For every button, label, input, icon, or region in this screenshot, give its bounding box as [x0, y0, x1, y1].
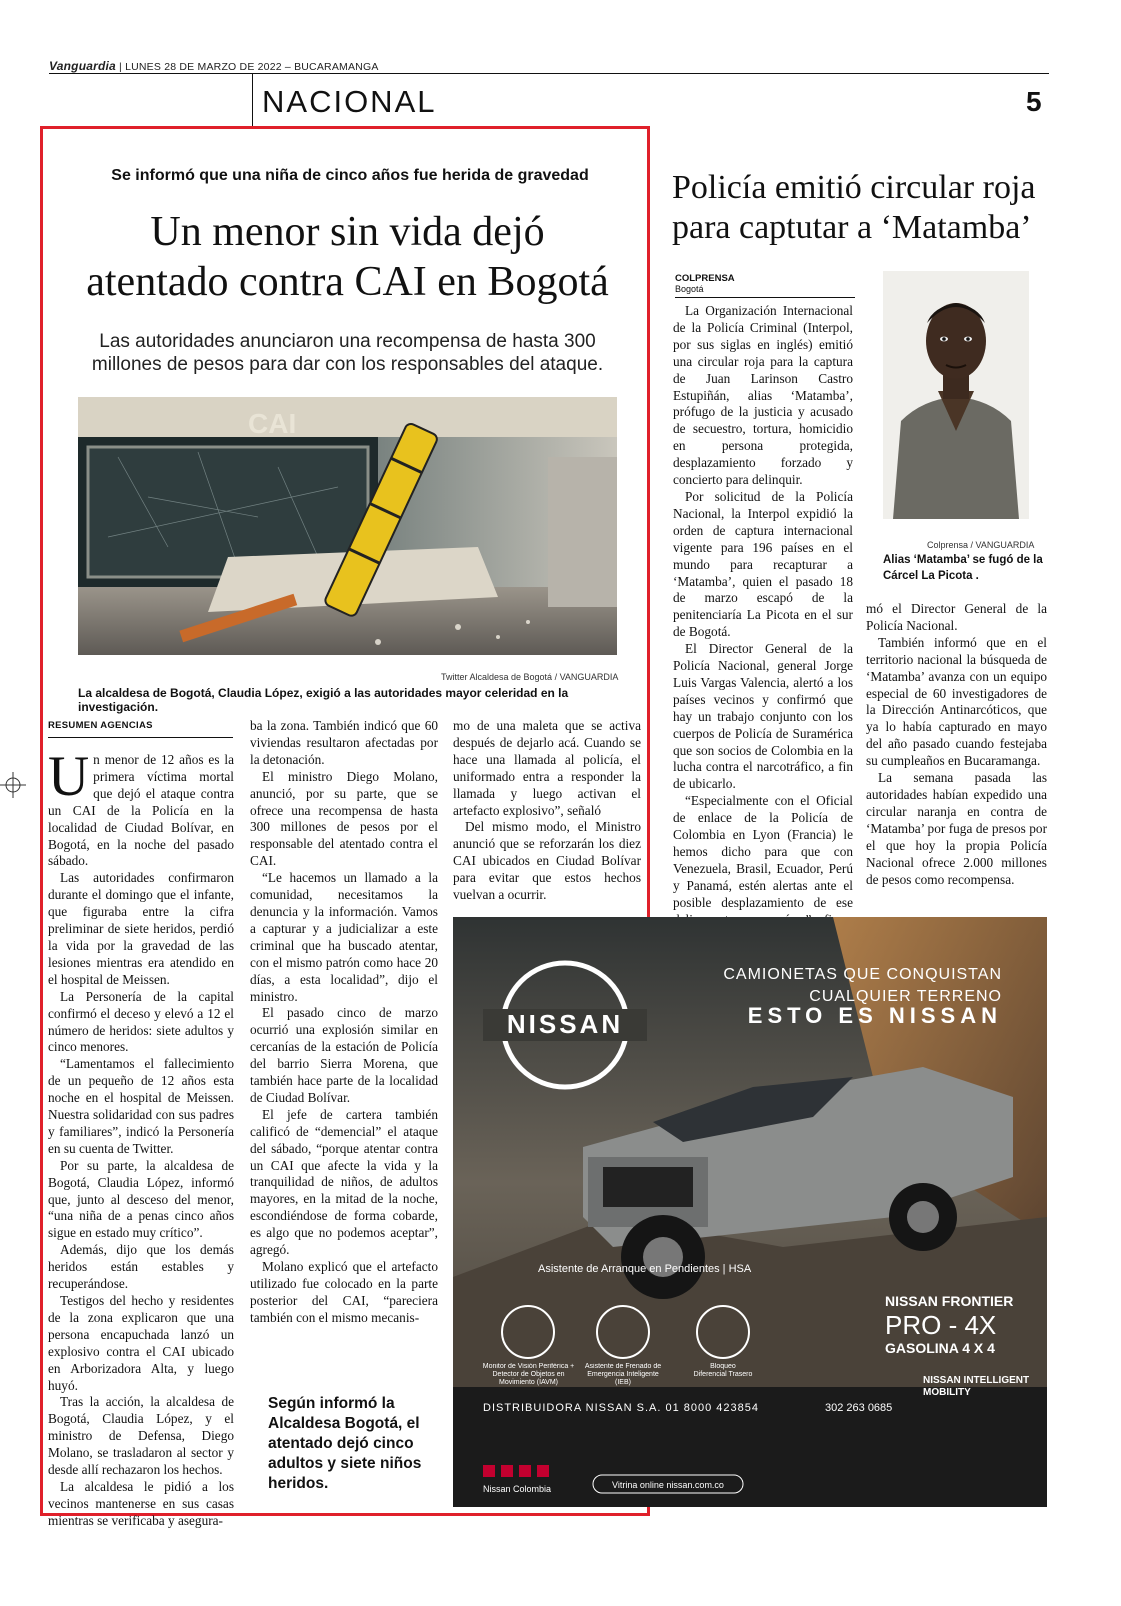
paragraph: Además, dijo que los demás heridos están estables y recuperándose. [48, 1242, 234, 1292]
main-dek-line-2: millones de pesos para dar con los responsables del ataque. [91, 354, 604, 375]
paragraph: La Organización Internacional de la Policía Criminal (Interpol, por sus siglas en inglés) emitió una circular roja para la captura de Juan Larinson Castro Estupiñán, alias ‘Matamba’, prófugo de la justicia y acusado de secuestro, tortura, homicidio en persona protegida, desplazamiento forzado y concierto para delinquir. [673, 303, 853, 488]
main-column-3 [453, 718, 641, 904]
section-divider [252, 73, 253, 126]
cai-attack-photo [78, 397, 617, 655]
top-rule [49, 73, 1049, 74]
side-column-2 [866, 601, 1047, 888]
side-headline-line-2: para captutar a ‘Matamba’ [672, 209, 1032, 246]
ad-model-2: PRO - 4X [885, 1310, 997, 1340]
byline-rule [48, 737, 233, 738]
paragraph-text: n menor de 12 años es la primera víctima mortal que dejó el ataque contra un CAI de la Policía en la localidad de Ciudad Bolívar, en Bogotá, en la noche del pasado sábado. [48, 752, 234, 869]
main-headline [50, 207, 645, 307]
paragraph: Por su parte, la alcaldesa de Bogotá, Claudia López, informó que, junto al desceso del menor, “una niña de a penas cinco años sigue en estado muy crítico”. [48, 1157, 234, 1241]
ad-website: Vitrina online nissan.com.co [612, 1480, 724, 1490]
main-col1-p0 [48, 745, 234, 870]
page-number: 5 [1026, 86, 1042, 117]
ad-tagline-1: CAMIONETAS QUE CONQUISTAN [723, 966, 1002, 983]
side-column-1 [673, 303, 853, 929]
paragraph: El jefe de cartera también calificó de “demencial” el ataque del sábado, “porque atentar contra un CAI que afecte la vida y la tranquilidad de niños, de adultos mayores, en la mitad de la noche, escondiéndose de forma cobarde, es algo que no podemos aceptar”, agregó. [250, 1106, 438, 1258]
paragraph: Del mismo modo, el Ministro anunció que se reforzarán los diez CAI ubicados en Ciudad Bolívar para evitar que estos hechos vuelvan a ocurrir. [453, 819, 641, 903]
side-photo-credit: Colprensa / VANGUARDIA [927, 540, 1035, 550]
ad-feature-2: Asistente de Frenado de Emergencia Inteligente (IEB) [584, 1363, 662, 1386]
paragraph: mó el Director General de la Policía Nacional. [866, 601, 1047, 633]
ad-social: Nissan Colombia [483, 1484, 552, 1494]
paragraph: La alcaldesa le pidió a los vecinos mantenerse en sus casas mientras se verificaba y asegura- [48, 1478, 234, 1528]
main-dek-line-1: Las autoridades anunciaron una recompensa de hasta 300 [99, 331, 596, 352]
pull-quote: Según informó la Alcaldesa Bogotá, el atentado dejó cinco adultos y siete niños heridos. [268, 1395, 422, 1492]
paragraph: También informó que en el territorio nacional la búsqueda de ‘Matamba’ avanza con un equipo especial de 60 investigadores de la Dirección Antinarcóticos, que ya lo había capturado en mayo del año pasado cuando festejaba su cumpleaños en Bucaramanga. [866, 634, 1047, 769]
section-title: NACIONAL [262, 84, 437, 119]
ad-slogan: ESTO ES NISSAN [747, 1003, 1002, 1028]
side-photo-caption: Alias ‘Matamba’ se fugó de la Cárcel La Picota . [883, 554, 1043, 582]
paragraph: El pasado cinco de marzo ocurrió una explosión similar en cercanías de la estación de Policía del barrio Sierra Morena, que también hace parte de la localidad de Ciudad Bolívar. [250, 1005, 438, 1105]
main-byline: RESUMEN AGENCIAS [48, 720, 153, 731]
side-byline-rule [675, 297, 855, 298]
paragraph: El ministro Diego Molano, anunció, por su parte, que se ofrece una recompensa de hasta 300 millones de pesos por el responsable del atentado contra el CAI. [250, 768, 438, 869]
masthead [49, 59, 379, 73]
paragraph: “Lamentamos el fallecimiento de un pequeño de 12 años esta noche en el hospital de Meissen. Nuestra solidaridad con sus padres y familiares”, indicó la Personería en su cuenta de Twitter. [48, 1056, 234, 1156]
side-headline-line-1: Policía emitió circular roja [672, 169, 1036, 206]
ad-tagline-2: CUALQUIER TERRENO [809, 988, 1002, 1005]
paragraph: La Personería de la capital confirmó el deceso y elevó a 12 el número de heridos: siete adultos y cinco menores. [48, 988, 234, 1055]
ad-mobility: NISSAN INTELLIGENT MOBILITY [923, 1375, 1030, 1398]
paragraph: Las autoridades confirmaron durante el domingo que el infante, que figuraba entre la cifra preliminar de siete heridos, perdió la vida por la gravedad de las lesiones mientras era atendido en el hospital de Meissen. [48, 870, 234, 987]
ad-feature-1: Monitor de Visión Periférica + Detector de Objetos en Movimiento (IAVM) [482, 1363, 575, 1386]
main-kicker: Se informó que una niña de cinco años fue herida de gravedad [111, 167, 589, 184]
main-headline-line-2: atentado contra CAI en Bogotá [86, 259, 609, 305]
brand-logo: Vanguardia [49, 59, 116, 73]
side-place: Bogotá [675, 284, 704, 294]
paragraph: Testigos del hecho y residentes de la zona explicaron que una persona encapuchada lanzó un explosivo contra el CAI ubicado en Arborizadora Alta, y luego huyó. [48, 1293, 234, 1393]
ad-model-3: GASOLINA 4 X 4 [885, 1340, 995, 1356]
main-headline-line-1: Un menor sin vida dejó [150, 209, 545, 255]
main-photo-credit: Twitter Alcaldesa de Bogotá / VANGUARDIA [441, 672, 619, 682]
dateline: | LUNES 28 DE MARZO DE 2022 – BUCARAMANGA [119, 61, 379, 73]
main-column-2 [250, 718, 438, 1327]
ad-distributor: DISTRIBUIDORA NISSAN S.A. 01 8000 423854 [483, 1402, 760, 1414]
paragraph: “Especialmente con el Oficial de enlace de la Policía de Colombia en Lyon (Francia) le hemos dicho para que con Venezuela, Brasil, Ecuador, Perú y Panamá, estén alertas ante el posible desplazamiento de ese [673, 793, 853, 910]
main-photo-caption: La alcaldesa de Bogotá, Claudia López, exigió a las autoridades mayor celeridad en la investigación. [78, 686, 569, 714]
paragraph: mo de una maleta que se activa después de dejarlo acá. Cuando se hace una llamada al policía, el uniformado entra a responder la llamada y luego activan el artefacto explosivo”, señaló [453, 718, 641, 818]
ad-feature-title: Asistente de Arranque en Pendientes | HSA [538, 1263, 752, 1275]
side-agency: COLPRENSA [675, 273, 735, 284]
ad-whatsapp: 302 263 0685 [825, 1402, 893, 1414]
nissan-advertisement [453, 917, 1047, 1507]
main-dek [80, 330, 615, 376]
main-column-1 [48, 745, 234, 1530]
paragraph: Molano explicó que el artefacto utilizado fue colocado en la parte posterior del CAI, “pareciera también con el mismo mecanis- [250, 1259, 438, 1325]
registration-mark-icon [0, 772, 26, 798]
paragraph: El Director General de la Policía Nacional, general Jorge Luis Vargas Valencia, alertó a los países vecinos y confirmó que hay un trabajo conjunto con los cuerpos de Policía de Suramérica que son socios de Colombia en la lucha contra el narcotráfico, a fin de ubicarlo. [673, 641, 853, 792]
paragraph: Por solicitud de la Policía Nacional, la Interpol expidió la orden de captura internacional vigente para 196 países en el mundo para recapturar a ‘Matamba’, quien el pasado 18 de marzo escapó de la penitenciaría La Picota en el sur de Bogotá. [673, 488, 853, 640]
ad-brand-logo: NISSAN [506, 1009, 624, 1039]
photo-sign: CAI [248, 408, 297, 439]
side-headline [672, 168, 1050, 248]
ad-model-1: NISSAN FRONTIER [885, 1293, 1014, 1309]
paragraph: La semana pasada las autoridades habían expedido una circular naranja en contra de ‘Matamba’ por fuga de presos por el que hoy la propia Policía Nacional ofrece 2.000 millones de pesos como recompensa. [866, 770, 1047, 887]
paragraph: “Le hacemos un llamado a la comunidad, necesitamos la denuncia y la información. Vamos a capturar y a judicializar a este criminal que ha buscado atentar, con el mismo patrón como hace 20 días, a esta localidad”, dijo el ministro. [250, 870, 438, 1004]
paragraph: ba la zona. También indicó que 60 viviendas resultaron afectadas por la detonación. [250, 718, 438, 767]
dropcap: U [48, 745, 90, 808]
ad-feature-3: Bloqueo Diferencial Trasero [693, 1363, 753, 1378]
paragraph: Tras la acción, la alcaldesa de Bogotá, Claudia López, y el ministro de Defensa, Diego Molano, se trasladaron al sector y desde allí rechazaron los hechos. [48, 1394, 234, 1478]
suspect-portrait [883, 271, 1029, 519]
